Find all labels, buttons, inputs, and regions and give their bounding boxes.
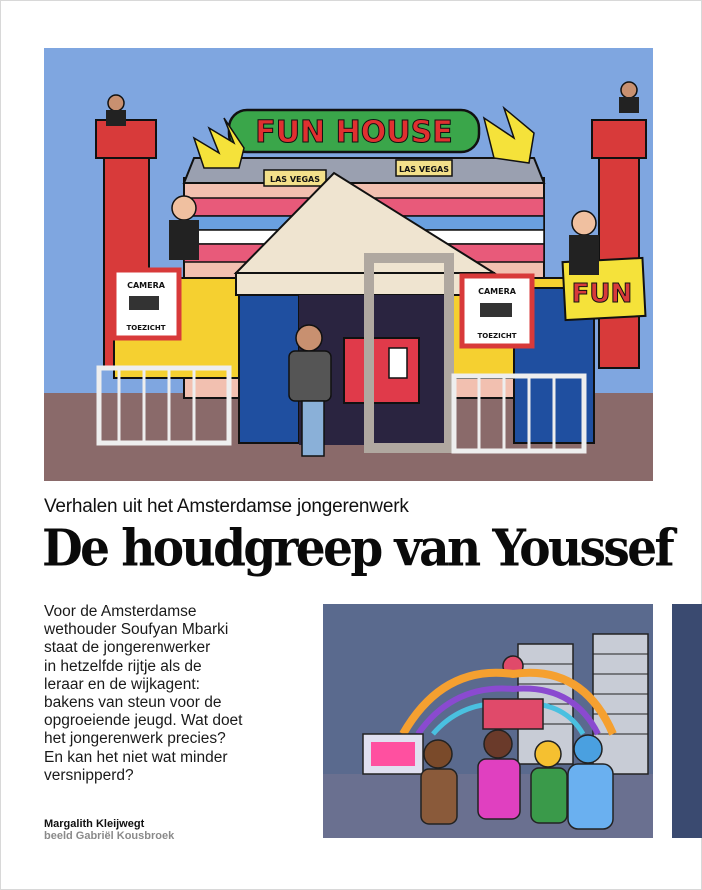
article-intro [44, 603, 314, 785]
intro-line: in hetzelfde rijtje als de [44, 657, 202, 675]
las-vegas-sign-right: LAS VEGAS [398, 165, 450, 174]
intro-line: versnipperd? [44, 766, 134, 784]
image-credit: beeld Gabriël Kousbroek [44, 830, 175, 842]
intro-line: staat de jongerenwerker [44, 639, 211, 657]
intro-line: leraar en de wijkagent: [44, 675, 200, 693]
camera-icon [480, 303, 512, 317]
intro-line: opgroeiende jeugd. Wat doet [44, 712, 243, 730]
camera-sign-right-top: CAMERA [478, 287, 516, 296]
fun-sign: FUN [571, 279, 633, 309]
article-headline: De houdgreep van Youssef [42, 519, 673, 579]
article-kicker: Verhalen uit het Amsterdamse jongerenwerk [44, 496, 409, 517]
tertiary-illustration-edge [672, 604, 702, 838]
camera-icon [129, 296, 159, 310]
camera-sign-left-top: CAMERA [127, 281, 165, 290]
camera-sign-left-bottom: TOEZICHT [126, 324, 166, 332]
fun-house-sign: FUN HOUSE [255, 115, 453, 150]
intro-line: bakens van steun voor de [44, 694, 222, 712]
intro-line: Voor de Amsterdamse [44, 603, 197, 620]
byline [44, 818, 174, 842]
intro-line: En kan het niet wat minder [44, 748, 228, 766]
intro-line: het jongerenwerk precies? [44, 730, 226, 748]
hero-illustration [44, 48, 653, 481]
secondary-illustration [323, 604, 653, 838]
author-name: Margalith Kleijwegt [44, 818, 145, 830]
las-vegas-sign-left: LAS VEGAS [269, 175, 321, 184]
intro-line: wethouder Soufyan Mbarki [44, 621, 229, 639]
camera-sign-right-bottom: TOEZICHT [477, 332, 517, 340]
